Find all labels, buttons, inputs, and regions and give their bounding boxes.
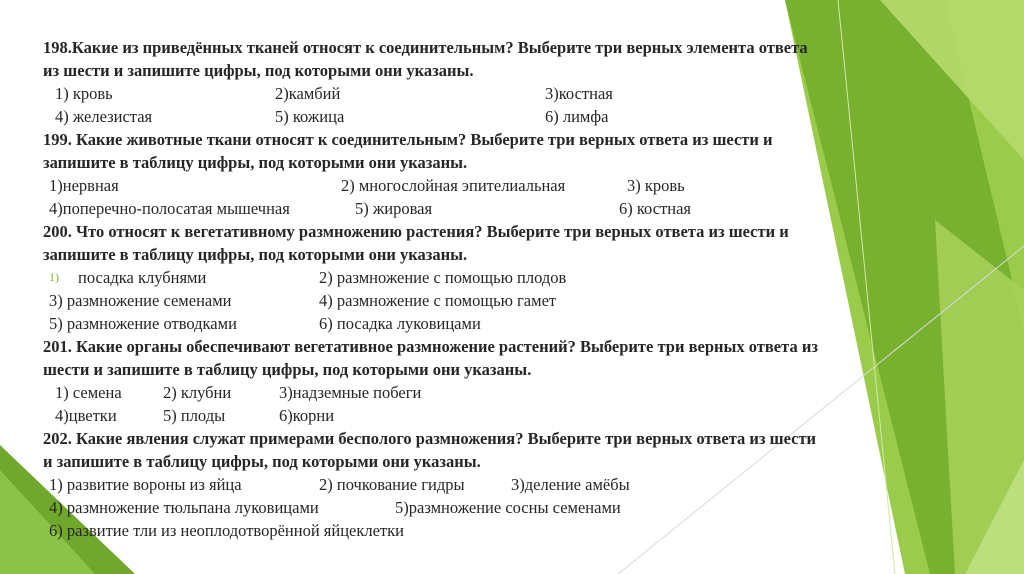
answer-row (43, 312, 823, 335)
answer-option: 2) многослойная эпителиальная (341, 176, 566, 195)
answer-option: 2) размножение с помощью плодов (319, 268, 567, 287)
answer-option: 2) клубни (163, 383, 232, 402)
answer-option: 3)надземные побеги (279, 383, 422, 402)
answer-option: 3) кровь (627, 176, 685, 195)
question-text: 199. Какие животные ткани относят к соединительным? Выберите три верных ответа из шести и запишите в таблицу цифры, под которыми они указаны. (43, 130, 773, 172)
answer-option: 4)поперечно-полосатая мышечная (49, 199, 290, 218)
answer-row (43, 105, 823, 128)
slide-content (43, 36, 823, 542)
answer-option: 5) плоды (163, 406, 226, 425)
answer-option: 5)размножение сосны семенами (395, 498, 621, 517)
answer-row (43, 174, 823, 197)
answer-option: 2) почкование гидры (319, 475, 465, 494)
question-text: 201. Какие органы обеспечивают вегетативное размножение растений? Выберите три верных ответа из шести и запишите в таблицу цифры, под которыми они указаны. (43, 337, 818, 379)
answer-option: 3)костная (545, 84, 613, 103)
question-201 (43, 335, 823, 427)
answer-row (43, 266, 823, 289)
question-199 (43, 128, 823, 220)
answer-option: посадка клубнями (78, 268, 207, 287)
question-198 (43, 36, 823, 128)
answer-row (43, 519, 823, 542)
answer-option: 1) развитие вороны из яйца (49, 475, 242, 494)
answer-option: 6)корни (279, 406, 335, 425)
answer-row (43, 197, 823, 220)
question-text: 198.Какие из приведённых тканей относят к соединительным? Выберите три верных элемента ответа из шести и запишите цифры, под которыми они указаны. (43, 38, 808, 80)
answer-option: 1) кровь (55, 84, 113, 103)
answer-option: 4) размножение с помощью гамет (319, 291, 557, 310)
answer-option: 2)камбий (275, 84, 341, 103)
question-text: 202. Какие явления служат примерами бесполого размножения? Выберите три верных ответа из шести и запишите в таблицу цифры, под которыми они указаны. (43, 429, 817, 471)
answer-row (43, 381, 823, 404)
answer-option: 4) железистая (55, 107, 153, 126)
answer-option: 4) размножение тюльпана луковицами (49, 498, 319, 517)
question-202 (43, 427, 823, 542)
question-text: 200. Что относят к вегетативному размножению растения? Выберите три верных ответа из шести и запишите в таблицу цифры, под которыми они указаны. (43, 222, 789, 264)
answer-option: 3) размножение семенами (49, 291, 232, 310)
question-200 (43, 220, 823, 335)
answer-option: 5) кожица (275, 107, 345, 126)
answer-option: 6) костная (619, 199, 691, 218)
answer-option: 1)нервная (49, 176, 119, 195)
answer-row (43, 82, 823, 105)
answer-option: 6) посадка луковицами (319, 314, 481, 333)
answer-row (43, 289, 823, 312)
answer-option: 6) развитие тли из неоплодотворённой яйцеклетки (49, 521, 404, 540)
answer-option: 3)деление амёбы (511, 475, 630, 494)
answer-option: 5) размножение отводками (49, 314, 237, 333)
answer-option: 1) семена (55, 383, 122, 402)
list-bullet: 1) (49, 270, 59, 284)
answer-row (43, 496, 823, 519)
answer-row (43, 473, 823, 496)
answer-option: 5) жировая (355, 199, 433, 218)
answer-row (43, 404, 823, 427)
answer-option: 4)цветки (55, 406, 117, 425)
answer-option: 6) лимфа (545, 107, 609, 126)
